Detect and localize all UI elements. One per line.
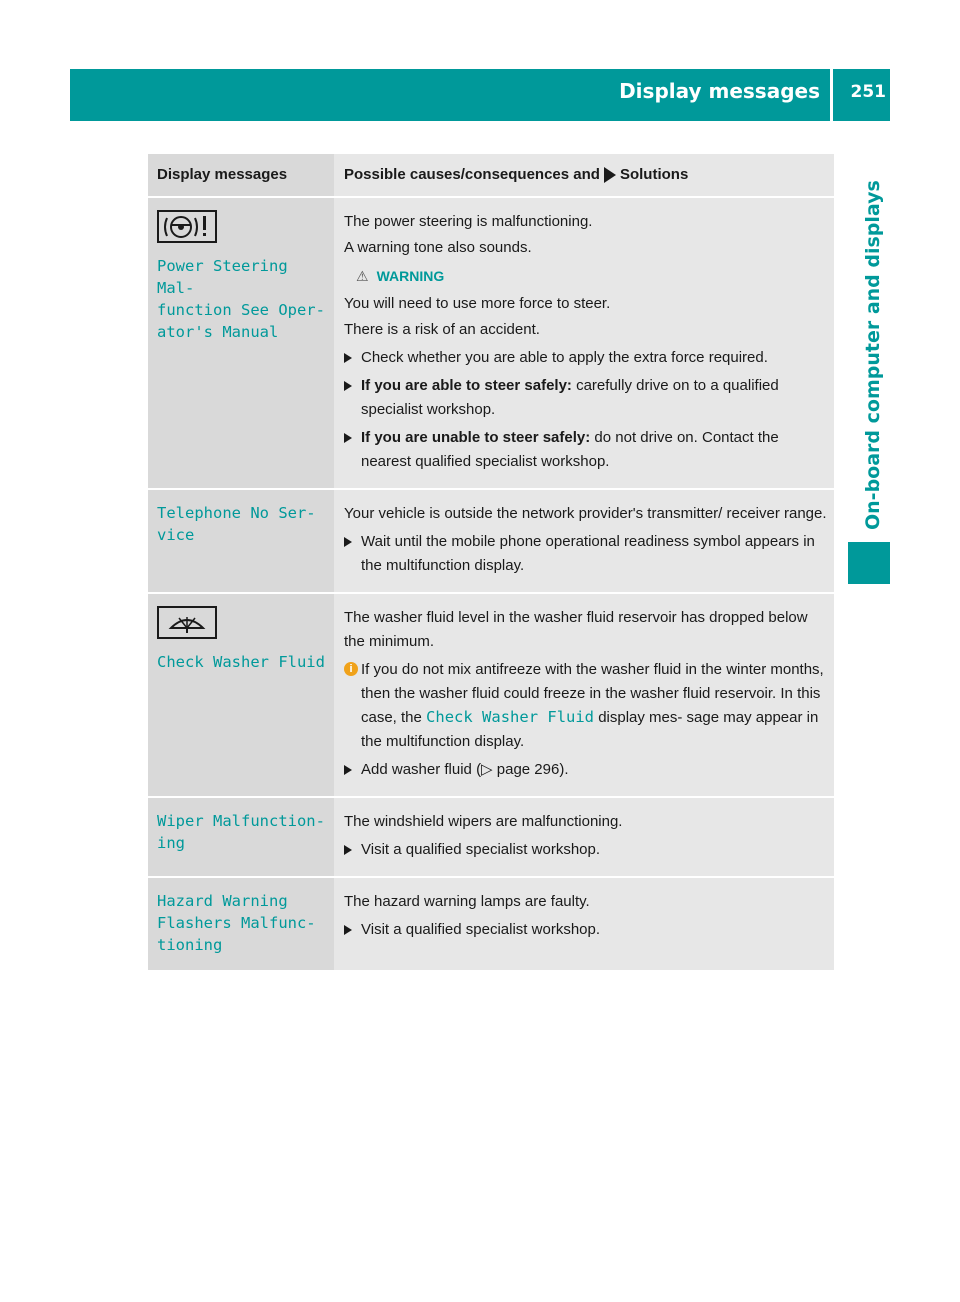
solution-cell — [334, 877, 834, 971]
info-text: display mes‐ sage may appear in the multifunction display. — [361, 709, 819, 750]
table-row — [148, 489, 834, 593]
inline-message-code: Check Washer Fluid — [426, 708, 595, 726]
table-row — [148, 797, 834, 877]
solution-step — [344, 346, 828, 370]
display-message-text: function See Oper‐ — [157, 301, 325, 319]
display-message-text: vice — [157, 526, 195, 544]
cause-text: The windshield wipers are malfunctioning. — [344, 813, 623, 830]
cause-text: A warning tone also sounds. — [344, 239, 532, 256]
info-icon: i — [344, 662, 358, 676]
message-cell — [148, 593, 334, 797]
step-text: Visit a qualified specialist workshop. — [361, 841, 601, 858]
action-arrow-icon — [344, 353, 352, 363]
action-arrow-icon — [344, 537, 352, 547]
column-header-messages: Display messages — [148, 154, 334, 197]
cause-text: The power steering is malfunctioning. — [344, 213, 593, 230]
section-tab-label: On-board computer and displays — [862, 180, 884, 530]
section-tab — [848, 170, 890, 530]
solution-step — [344, 918, 828, 942]
display-message-text: Power Steering Mal‐ — [157, 257, 288, 297]
column-header-causes: Possible causes/consequences and — [344, 166, 600, 183]
warning-heading — [356, 264, 828, 288]
page-header — [70, 69, 890, 121]
cause-text: Your vehicle is outside the network provider's transmitter/ receiver range. — [344, 505, 827, 522]
solution-step — [344, 838, 828, 862]
action-arrow-icon — [344, 381, 352, 391]
header-divider — [830, 69, 833, 121]
action-arrow-icon — [344, 845, 352, 855]
step-text: carefully drive on to a qualified specialist workshop. — [361, 377, 779, 418]
display-message-text: tioning — [157, 936, 223, 954]
table-row — [148, 197, 834, 489]
cause-text: The washer fluid level in the washer fluid reservoir has dropped below the minimum. — [344, 609, 808, 650]
step-text: Visit a qualified specialist workshop. — [361, 921, 601, 938]
solution-cell — [334, 797, 834, 877]
display-message-text: ing — [157, 834, 185, 852]
warning-label: WARNING — [376, 268, 445, 284]
action-arrow-icon — [344, 765, 352, 775]
cause-text: The hazard warning lamps are faulty. — [344, 893, 590, 910]
display-message-text: Telephone No Ser‐ — [157, 504, 316, 522]
warning-text: You will need to use more force to steer. — [344, 295, 611, 312]
display-message-text: Wiper Malfunction‐ — [157, 812, 325, 830]
display-messages-table — [148, 154, 834, 972]
message-cell — [148, 877, 334, 971]
info-text: If you do not mix antifreeze with the washer fluid in the winter months, then the washer fluid could freeze in the washer fluid reservoir. In this case, the — [361, 661, 824, 726]
display-message-text: ator's Manual — [157, 323, 279, 341]
page-number: 251 — [850, 82, 886, 102]
solution-cell — [334, 593, 834, 797]
page-header-title: Display messages — [619, 79, 820, 103]
action-arrow-icon — [344, 925, 352, 935]
solution-cell — [334, 197, 834, 489]
step-text: do not drive on. Contact the nearest qualified specialist workshop. — [361, 429, 779, 470]
washer-fluid-icon — [157, 606, 217, 639]
column-header-solutions — [334, 154, 834, 197]
power-steering-warning-icon — [157, 210, 217, 243]
step-text: Add washer fluid (▷ page 296). — [361, 761, 569, 778]
solution-cell — [334, 489, 834, 593]
display-message-text: Flashers Malfunc‐ — [157, 914, 316, 932]
step-condition: If you are unable to steer safely: — [361, 429, 591, 446]
message-cell — [148, 797, 334, 877]
step-condition: If you are able to steer safely: — [361, 377, 572, 394]
column-header-solutions-label: Solutions — [619, 166, 689, 183]
message-cell — [148, 489, 334, 593]
display-message-text: Check Washer Fluid — [157, 653, 325, 671]
step-text: Check whether you are able to apply the extra force required. — [361, 349, 768, 366]
action-arrow-icon — [604, 167, 616, 183]
message-cell — [148, 197, 334, 489]
warning-text: There is a risk of an accident. — [344, 321, 540, 338]
solution-step — [344, 530, 828, 578]
table-row — [148, 877, 834, 971]
section-marker — [848, 542, 890, 584]
info-note — [344, 658, 828, 754]
solution-step — [344, 374, 828, 422]
action-arrow-icon — [344, 433, 352, 443]
table-header-row — [148, 154, 834, 197]
step-text: Wait until the mobile phone operational readiness symbol appears in the multifunction display. — [361, 533, 815, 574]
warning-triangle-icon: ⚠ — [356, 268, 369, 284]
solution-step — [344, 758, 828, 782]
solution-step — [344, 426, 828, 474]
table-row — [148, 593, 834, 797]
display-message-text: Hazard Warning — [157, 892, 288, 910]
